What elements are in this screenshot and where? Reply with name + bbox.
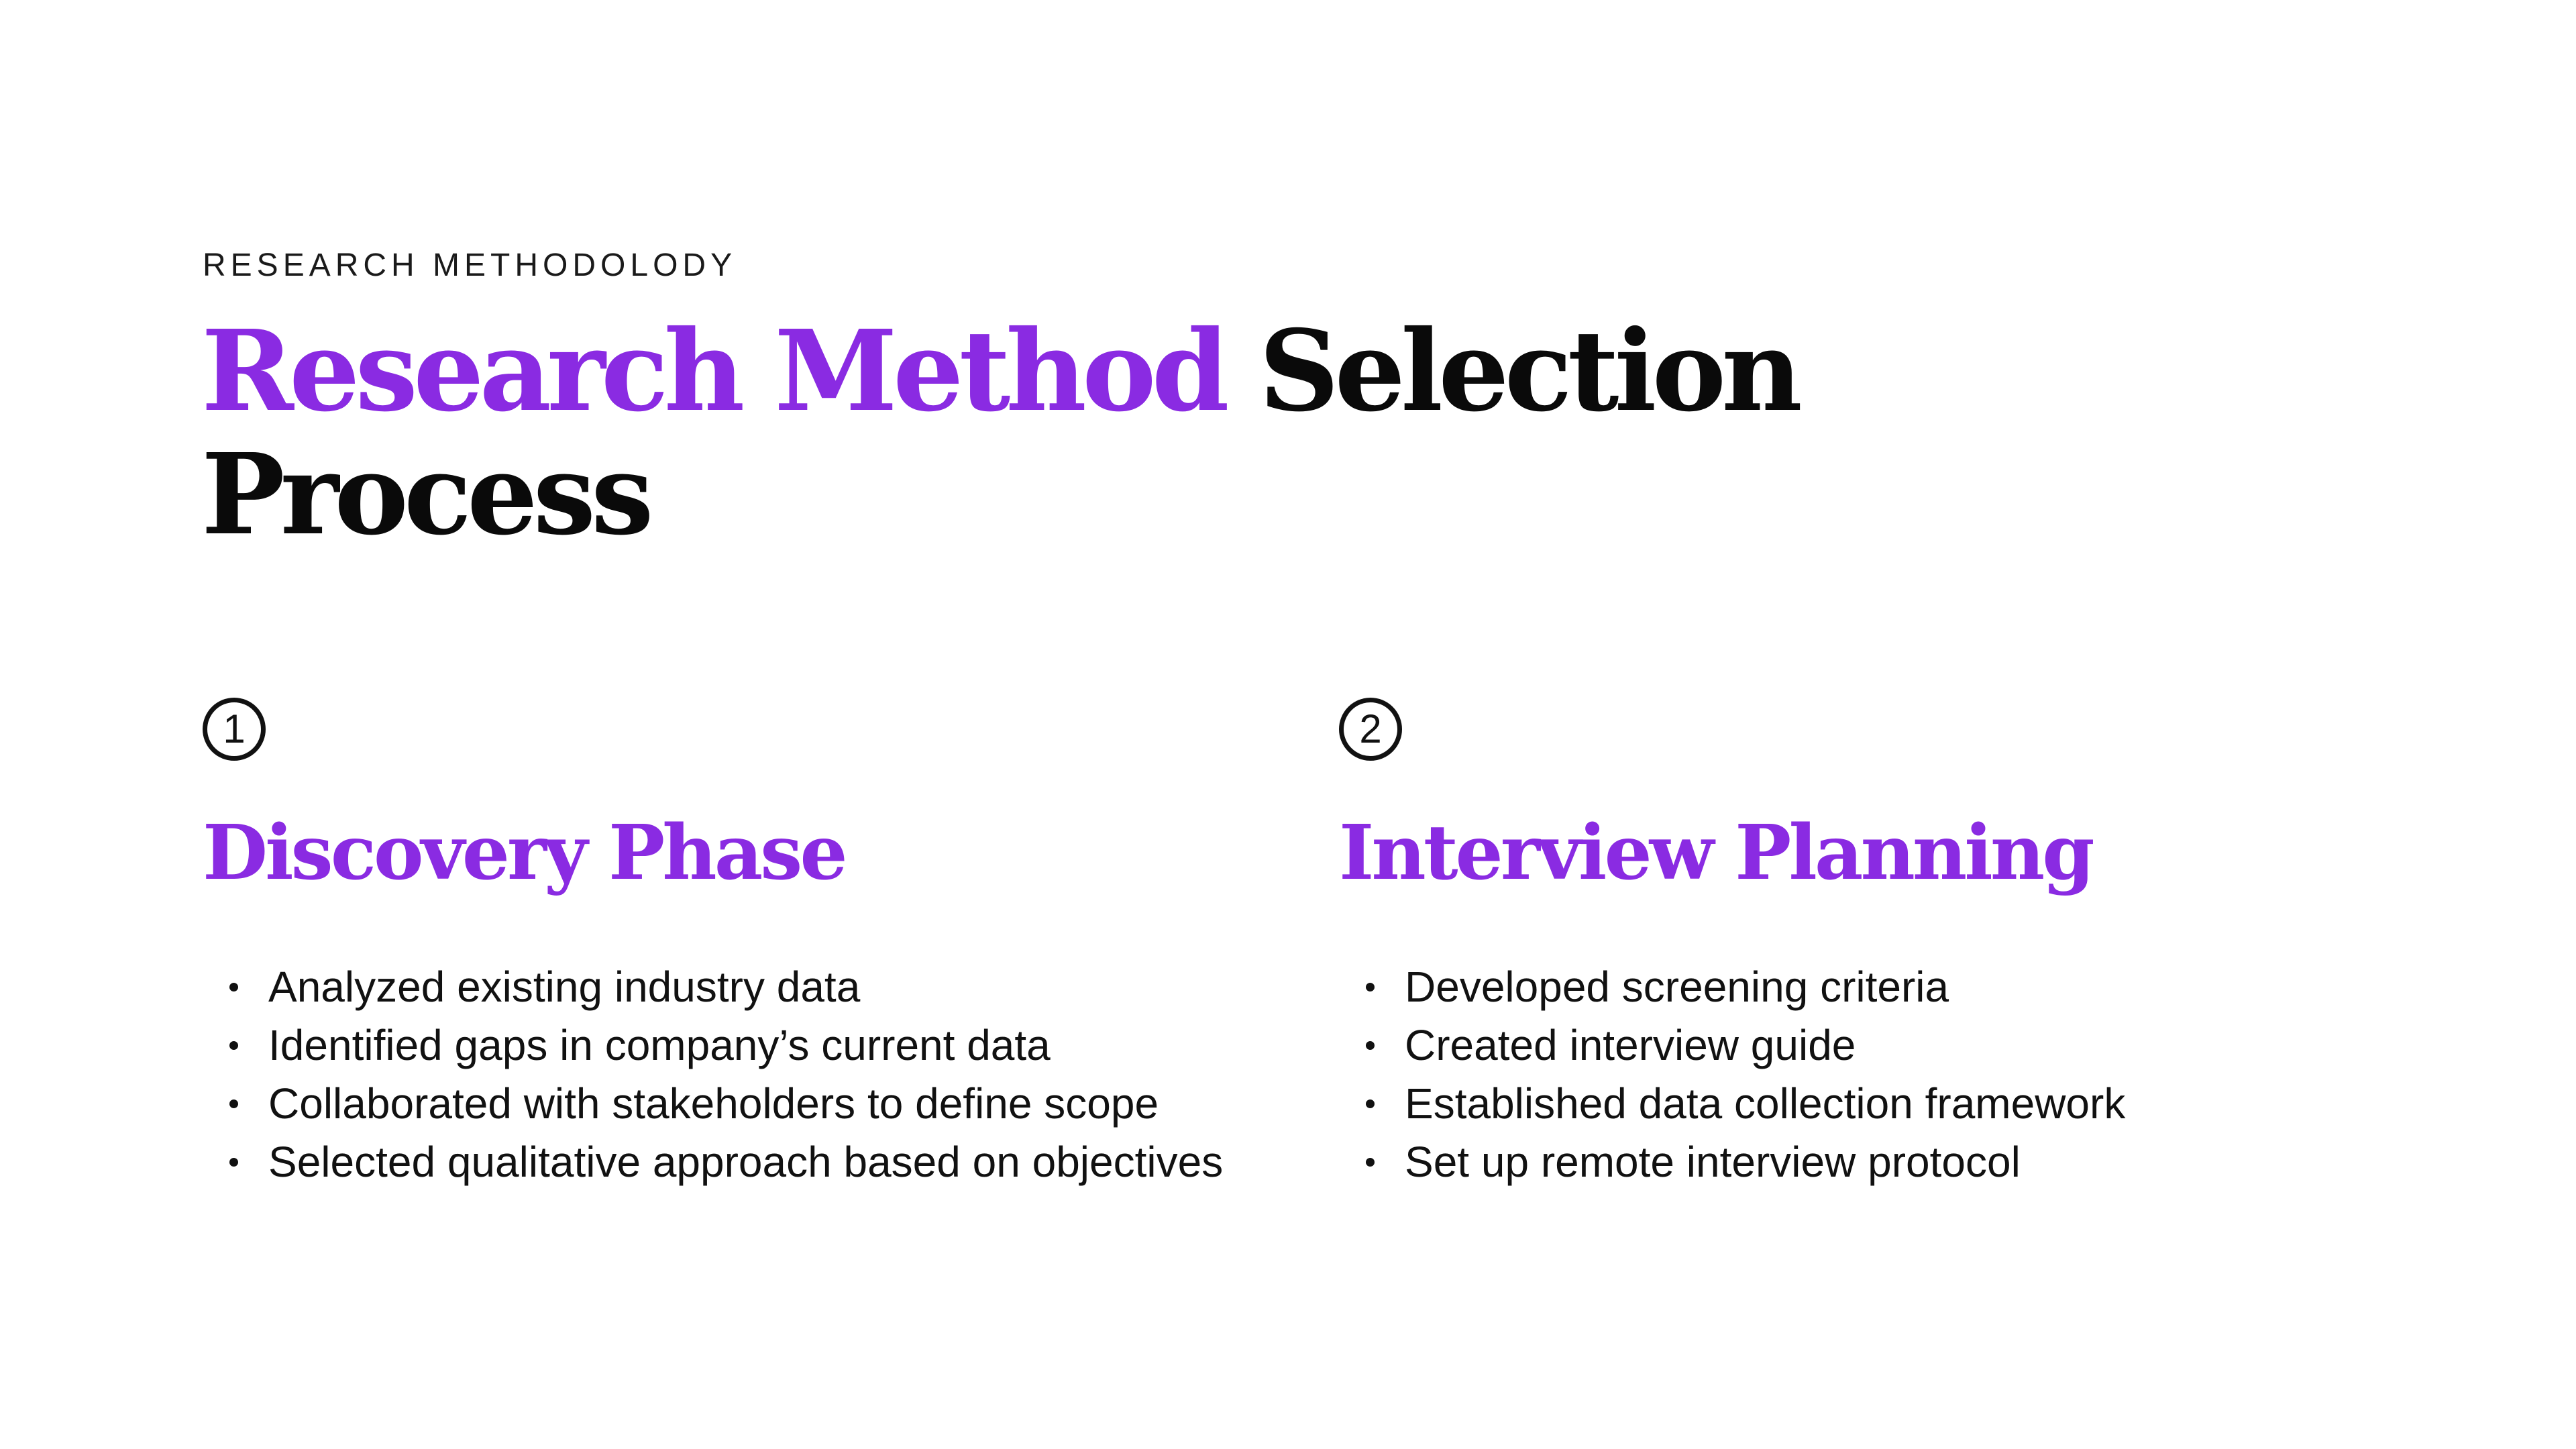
step-column-discovery <box>203 698 1224 1186</box>
bullet-item: Developed screening criteria <box>1339 958 2125 1016</box>
bullet-list <box>203 958 1223 1191</box>
step-column-interview-planning <box>1339 698 2345 1186</box>
bullet-item: Created interview guide <box>1339 1016 2125 1075</box>
slide-title-rest: Selection Process <box>201 306 1798 560</box>
step-number-badge: 1 <box>203 698 266 761</box>
bullet-item: Established data collection framework <box>1339 1075 2125 1133</box>
slide-title <box>201 306 1811 560</box>
bullet-item: Collaborated with stakeholders to define scope <box>203 1075 1223 1133</box>
bullet-item: Identified gaps in company’s current data <box>203 1016 1223 1075</box>
phase-title: Interview Planning <box>1339 809 2092 897</box>
section-eyebrow: RESEARCH METHODOLODY <box>203 248 737 283</box>
step-number-badge: 2 <box>1339 698 1402 761</box>
phase-title: Discovery Phase <box>203 809 845 897</box>
bullet-item: Set up remote interview protocol <box>1339 1133 2125 1191</box>
bullet-item: Analyzed existing industry data <box>203 958 1223 1016</box>
bullet-item: Selected qualitative approach based on objectives <box>203 1133 1223 1191</box>
slide-title-accent: Research Method <box>201 306 1225 437</box>
bullet-list <box>1339 958 2125 1191</box>
